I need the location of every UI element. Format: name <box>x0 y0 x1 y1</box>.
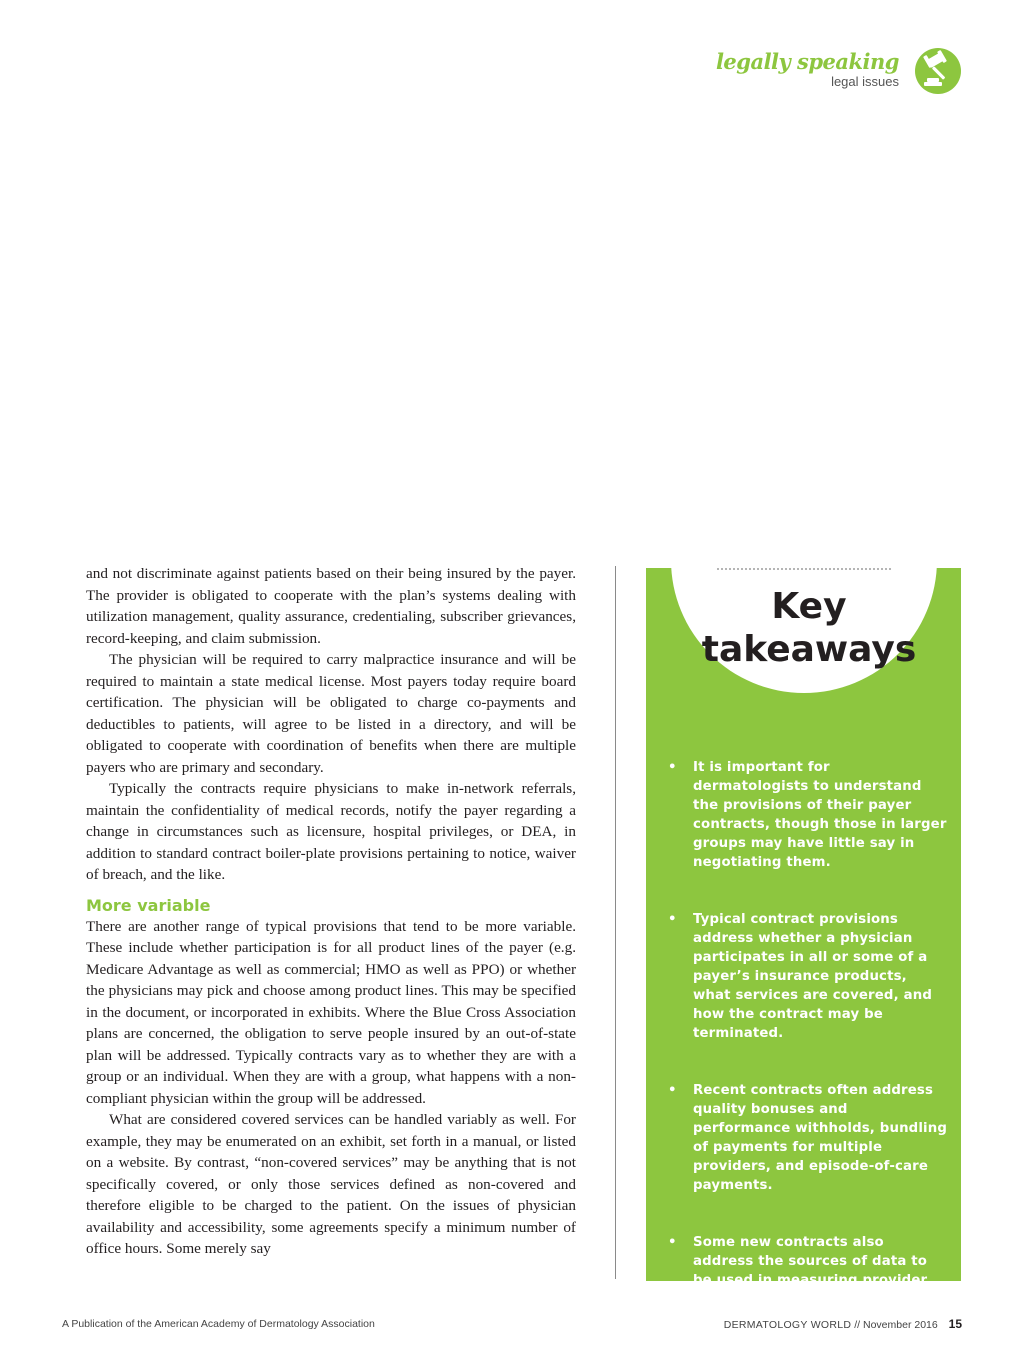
footer-folio <box>724 1317 962 1331</box>
bullet-icon: • <box>668 1235 677 1250</box>
key-takeaways-box <box>646 568 961 1307</box>
page-number: 15 <box>948 1317 962 1331</box>
footer-date: November 2016 <box>863 1319 938 1331</box>
dotted-divider <box>717 568 891 570</box>
section-heading: More variable <box>86 895 211 915</box>
list-item <box>668 1081 948 1195</box>
footer-magazine: DERMATOLOGY WORLD <box>723 1319 852 1331</box>
bullet-icon: • <box>668 760 677 775</box>
article-body <box>86 563 576 1260</box>
takeaway-text: Some new contracts also address the sources of data to be used in measuring provider performance. <box>693 1235 928 1307</box>
takeaway-text: It is important for dermatologists to understand the provisions of their payer contracts, though those in larger groups may have little say in negotiating them. <box>693 760 947 870</box>
section-subtitle: legal issues <box>831 74 899 89</box>
takeaways-title-line1: Key <box>771 586 847 627</box>
takeaway-text: Typical contract provisions address whether a physician participates in all or some of a payer’s insurance products, what services are covered, and how the contract may be terminated. <box>693 912 932 1041</box>
article-paragraph: The physician will be required to carry malpractice insurance and will be required to maintain a state medical license. Most payers today require board certification. The physician will be obligated to charge co-payments and deductibles to patients, will agree to be listed in a directory, and will be obligated to cooperate with coordination of benefits when there are multiple payers who are primary and secondary. <box>86 651 576 776</box>
list-item <box>668 1233 948 1309</box>
takeaway-text: Recent contracts often address quality bonuses and performance withholds, bundling of payments for multiple providers, and episode-of-care payments. <box>693 1083 948 1193</box>
takeaways-title <box>646 585 972 671</box>
section-title: legally speaking <box>715 49 899 74</box>
section-header <box>716 50 899 90</box>
gavel-icon <box>914 47 962 95</box>
footer-separator: // <box>854 1319 861 1331</box>
article-paragraph: and not discriminate against patients based on their being insured by the payer. The provider is obligated to cooperate with the plan’s systems dealing with utilization management, quality assurance, credentialing, subscriber grievances, record-keeping, and claim submission. <box>86 565 576 647</box>
list-item <box>668 758 948 872</box>
article-paragraph: Typically the contracts require physicians to make in-network referrals, maintain the confidentiality of medical records, notify the payer regarding a change in circumstances such as licensure, hospital privileges, or DEA, in addition to standard contract boiler-plate provisions pertaining to notice, waiver of breach, and the like. <box>86 780 576 883</box>
bullet-icon: • <box>668 912 677 927</box>
bullet-icon: • <box>668 1083 677 1098</box>
takeaways-list <box>668 758 948 1309</box>
column-divider <box>615 566 616 1279</box>
list-item <box>668 910 948 1043</box>
article-paragraph: There are another range of typical provisions that tend to be more variable. These include whether participation is for all product lines of the payer (e.g. Medicare Advantage as well as commercial; HMO as well as PPO) or whether the physicians may pick and choose among product lines. This may be specified in the document, or incorporated in exhibits. Where the Blue Cross Association plans are concerned, the obligation to serve people insured by an out-of-state plan will be addressed. Typically contracts vary as to whether they are with a group or an individual. When they are with a group, what happens with a non-compliant physician within the group will be addressed. <box>86 917 576 1107</box>
article-paragraph: What are considered covered services can be handled variably as well. For example, they may be enumerated on an exhibit, set forth in a manual, or listed on a website. By contrast, “non-covered services” may be anything that is not specifically covered, or only those services defined as non-covered and therefore eligible to be charged to the patient. On the issues of physician availability and accessibility, some agreements specify a minimum number of office hours. Some merely say <box>86 1111 576 1257</box>
takeaways-title-line2: takeaways <box>701 629 917 670</box>
footer-publication: A Publication of the American Academy of Dermatology Association <box>62 1318 375 1330</box>
